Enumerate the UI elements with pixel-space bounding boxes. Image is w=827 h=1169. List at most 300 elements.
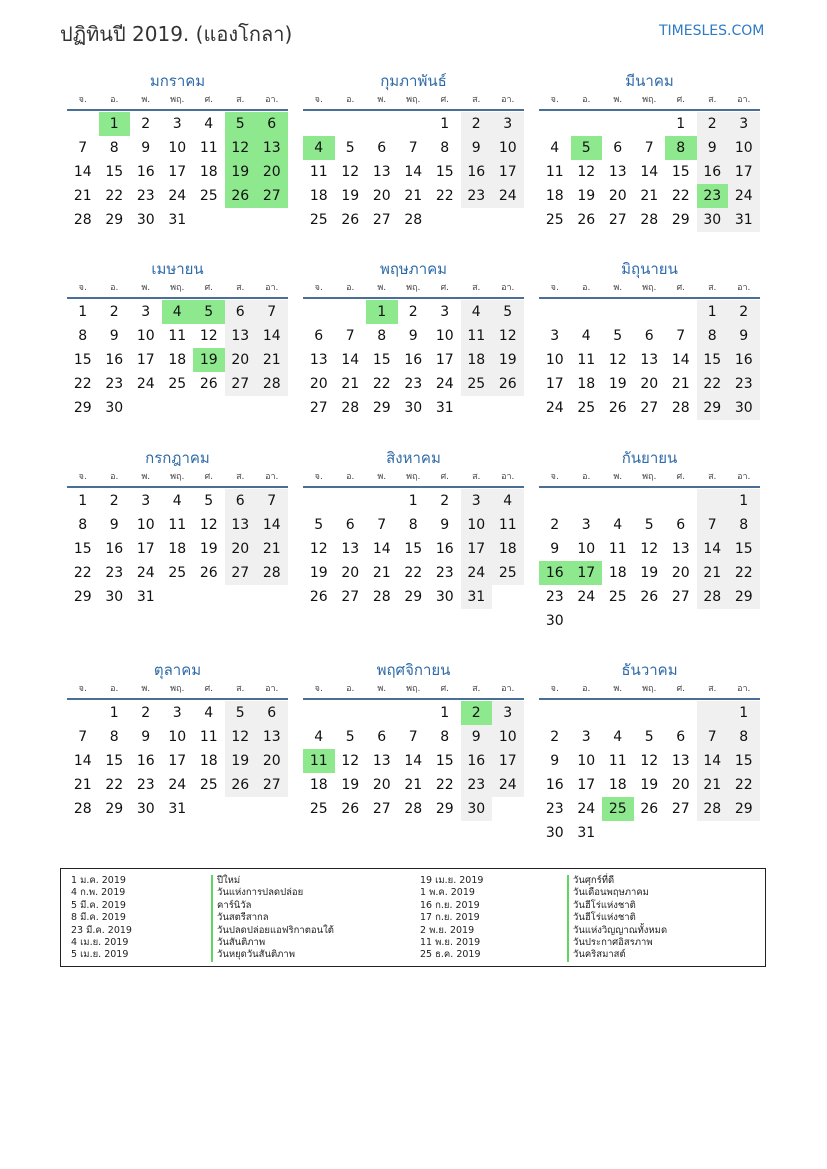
day-cell[interactable]: 8	[408, 517, 418, 533]
day-cell[interactable]: 23	[435, 565, 454, 581]
day-cell[interactable]: 29	[435, 801, 454, 817]
day-cell[interactable]: 12	[309, 541, 328, 557]
day-cell[interactable]: 25	[168, 376, 187, 392]
day-cell[interactable]: 28	[671, 400, 690, 416]
day-cell[interactable]: 29	[697, 396, 729, 420]
day-cell[interactable]: 19	[309, 565, 328, 581]
day-cell[interactable]: 25	[309, 801, 328, 817]
day-cell[interactable]: 11	[577, 352, 596, 368]
day-cell[interactable]: 6	[676, 517, 686, 533]
day-cell[interactable]: 3	[728, 112, 760, 136]
day-cell[interactable]: 1	[728, 489, 760, 513]
day-cell[interactable]: 18	[199, 753, 218, 769]
day-cell[interactable]: 4	[162, 300, 194, 324]
day-cell[interactable]: 1	[440, 705, 450, 721]
day-cell[interactable]: 25	[602, 797, 634, 821]
day-cell[interactable]: 10	[728, 136, 760, 160]
day-cell[interactable]: 29	[372, 400, 391, 416]
day-cell[interactable]: 18	[168, 352, 187, 368]
day-cell[interactable]: 21	[640, 188, 659, 204]
day-cell[interactable]: 7	[408, 140, 418, 156]
day-cell[interactable]: 1	[440, 116, 450, 132]
day-cell[interactable]: 21	[404, 188, 423, 204]
day-cell[interactable]: 12	[225, 136, 257, 160]
day-cell[interactable]: 8	[109, 140, 119, 156]
day-cell[interactable]: 3	[492, 701, 524, 725]
day-cell[interactable]: 6	[377, 729, 387, 745]
day-cell[interactable]: 14	[73, 753, 92, 769]
day-cell[interactable]: 23	[461, 773, 493, 797]
day-cell[interactable]: 19	[640, 565, 659, 581]
day-cell[interactable]: 26	[225, 773, 257, 797]
day-cell[interactable]: 21	[256, 348, 288, 372]
day-cell[interactable]: 29	[105, 801, 124, 817]
day-cell[interactable]: 5	[492, 300, 524, 324]
day-cell[interactable]: 6	[256, 701, 288, 725]
day-cell[interactable]: 18	[199, 164, 218, 180]
day-cell[interactable]: 23	[545, 801, 564, 817]
day-cell[interactable]: 20	[341, 565, 360, 581]
day-cell[interactable]: 28	[404, 801, 423, 817]
day-cell[interactable]: 28	[256, 372, 288, 396]
day-cell[interactable]: 3	[492, 112, 524, 136]
day-cell[interactable]: 21	[671, 376, 690, 392]
day-cell[interactable]: 11	[492, 513, 524, 537]
day-cell[interactable]: 14	[640, 164, 659, 180]
day-cell[interactable]: 10	[136, 517, 155, 533]
day-cell[interactable]: 30	[435, 589, 454, 605]
day-cell[interactable]: 14	[256, 324, 288, 348]
day-cell[interactable]: 15	[73, 352, 92, 368]
day-cell[interactable]: 23	[105, 376, 124, 392]
day-cell[interactable]: 19	[341, 188, 360, 204]
day-cell[interactable]: 18	[577, 376, 596, 392]
day-cell[interactable]: 28	[640, 212, 659, 228]
day-cell[interactable]: 13	[309, 352, 328, 368]
day-cell[interactable]: 10	[435, 328, 454, 344]
day-cell[interactable]: 15	[671, 164, 690, 180]
day-cell[interactable]: 31	[168, 212, 187, 228]
day-cell[interactable]: 31	[168, 801, 187, 817]
day-cell[interactable]: 11	[309, 164, 328, 180]
day-cell[interactable]: 16	[545, 777, 564, 793]
day-cell[interactable]: 7	[697, 725, 729, 749]
day-cell[interactable]: 20	[225, 537, 257, 561]
day-cell[interactable]: 15	[728, 749, 760, 773]
day-cell[interactable]: 5	[613, 328, 623, 344]
day-cell[interactable]: 11	[545, 164, 564, 180]
day-cell[interactable]: 27	[341, 589, 360, 605]
day-cell[interactable]: 7	[78, 140, 88, 156]
day-cell[interactable]: 26	[341, 801, 360, 817]
day-cell[interactable]: 11	[199, 729, 218, 745]
day-cell[interactable]: 10	[492, 136, 524, 160]
day-cell[interactable]: 12	[492, 324, 524, 348]
day-cell[interactable]: 17	[168, 164, 187, 180]
day-cell[interactable]: 30	[545, 825, 564, 841]
day-cell[interactable]: 20	[372, 188, 391, 204]
day-cell[interactable]: 17	[435, 352, 454, 368]
day-cell[interactable]: 29	[671, 212, 690, 228]
day-cell[interactable]: 8	[665, 136, 697, 160]
day-cell[interactable]: 9	[141, 140, 151, 156]
day-cell[interactable]: 28	[697, 797, 729, 821]
day-cell[interactable]: 24	[577, 589, 596, 605]
day-cell[interactable]: 27	[640, 400, 659, 416]
day-cell[interactable]: 12	[640, 541, 659, 557]
day-cell[interactable]: 6	[613, 140, 623, 156]
day-cell[interactable]: 4	[172, 493, 182, 509]
day-cell[interactable]: 13	[372, 164, 391, 180]
day-cell[interactable]: 7	[256, 489, 288, 513]
day-cell[interactable]: 20	[256, 749, 288, 773]
day-cell[interactable]: 2	[408, 304, 418, 320]
day-cell[interactable]: 29	[728, 585, 760, 609]
day-cell[interactable]: 13	[608, 164, 627, 180]
day-cell[interactable]: 6	[314, 328, 324, 344]
day-cell[interactable]: 23	[105, 565, 124, 581]
day-cell[interactable]: 14	[404, 753, 423, 769]
day-cell[interactable]: 7	[256, 300, 288, 324]
day-cell[interactable]: 7	[644, 140, 654, 156]
day-cell[interactable]: 16	[728, 348, 760, 372]
day-cell[interactable]: 16	[539, 561, 571, 585]
day-cell[interactable]: 17	[728, 160, 760, 184]
day-cell[interactable]: 15	[435, 753, 454, 769]
day-cell[interactable]: 1	[366, 300, 398, 324]
day-cell[interactable]: 31	[577, 825, 596, 841]
day-cell[interactable]: 9	[109, 517, 119, 533]
day-cell[interactable]: 20	[608, 188, 627, 204]
day-cell[interactable]: 6	[676, 729, 686, 745]
day-cell[interactable]: 18	[545, 188, 564, 204]
day-cell[interactable]: 26	[309, 589, 328, 605]
day-cell[interactable]: 1	[78, 304, 88, 320]
day-cell[interactable]: 2	[141, 116, 151, 132]
day-cell[interactable]: 10	[168, 729, 187, 745]
day-cell[interactable]: 28	[697, 585, 729, 609]
day-cell[interactable]: 4	[550, 140, 560, 156]
day-cell[interactable]: 7	[408, 729, 418, 745]
day-cell[interactable]: 13	[671, 753, 690, 769]
day-cell[interactable]: 4	[204, 705, 214, 721]
day-cell[interactable]: 12	[199, 517, 218, 533]
day-cell[interactable]: 25	[199, 777, 218, 793]
day-cell[interactable]: 16	[461, 749, 493, 773]
day-cell[interactable]: 17	[492, 749, 524, 773]
day-cell[interactable]: 27	[671, 801, 690, 817]
day-cell[interactable]: 30	[697, 208, 729, 232]
day-cell[interactable]: 9	[550, 541, 560, 557]
day-cell[interactable]: 29	[105, 212, 124, 228]
day-cell[interactable]: 5	[571, 136, 603, 160]
day-cell[interactable]: 4	[613, 517, 623, 533]
day-cell[interactable]: 29	[404, 589, 423, 605]
day-cell[interactable]: 7	[676, 328, 686, 344]
day-cell[interactable]: 11	[168, 517, 187, 533]
day-cell[interactable]: 16	[461, 160, 493, 184]
day-cell[interactable]: 24	[461, 561, 493, 585]
day-cell[interactable]: 26	[640, 801, 659, 817]
day-cell[interactable]: 22	[73, 565, 92, 581]
day-cell[interactable]: 15	[105, 753, 124, 769]
day-cell[interactable]: 28	[73, 801, 92, 817]
day-cell[interactable]: 5	[644, 517, 654, 533]
day-cell[interactable]: 10	[545, 352, 564, 368]
day-cell[interactable]: 6	[345, 517, 355, 533]
day-cell[interactable]: 23	[136, 188, 155, 204]
day-cell[interactable]: 27	[608, 212, 627, 228]
day-cell[interactable]: 27	[225, 372, 257, 396]
day-cell[interactable]: 1	[408, 493, 418, 509]
day-cell[interactable]: 18	[461, 348, 493, 372]
day-cell[interactable]: 22	[105, 777, 124, 793]
day-cell[interactable]: 14	[697, 537, 729, 561]
day-cell[interactable]: 17	[168, 753, 187, 769]
day-cell[interactable]: 2	[461, 112, 493, 136]
day-cell[interactable]: 21	[404, 777, 423, 793]
day-cell[interactable]: 10	[577, 753, 596, 769]
day-cell[interactable]: 9	[408, 328, 418, 344]
day-cell[interactable]: 11	[199, 140, 218, 156]
day-cell[interactable]: 19	[199, 541, 218, 557]
day-cell[interactable]: 16	[136, 164, 155, 180]
day-cell[interactable]: 28	[341, 400, 360, 416]
day-cell[interactable]: 1	[99, 112, 131, 136]
day-cell[interactable]: 22	[728, 561, 760, 585]
day-cell[interactable]: 15	[697, 348, 729, 372]
day-cell[interactable]: 3	[581, 729, 591, 745]
day-cell[interactable]: 8	[728, 513, 760, 537]
day-cell[interactable]: 16	[136, 753, 155, 769]
day-cell[interactable]: 29	[73, 589, 92, 605]
day-cell[interactable]: 19	[225, 749, 257, 773]
day-cell[interactable]: 12	[640, 753, 659, 769]
day-cell[interactable]: 11	[608, 541, 627, 557]
day-cell[interactable]: 4	[613, 729, 623, 745]
day-cell[interactable]: 12	[577, 164, 596, 180]
day-cell[interactable]: 24	[435, 376, 454, 392]
day-cell[interactable]: 2	[550, 729, 560, 745]
day-cell[interactable]: 25	[492, 561, 524, 585]
day-cell[interactable]: 19	[640, 777, 659, 793]
day-cell[interactable]: 19	[577, 188, 596, 204]
day-cell[interactable]: 27	[256, 773, 288, 797]
day-cell[interactable]: 28	[73, 212, 92, 228]
day-cell[interactable]: 26	[199, 565, 218, 581]
day-cell[interactable]: 29	[73, 400, 92, 416]
day-cell[interactable]: 18	[309, 188, 328, 204]
day-cell[interactable]: 24	[728, 184, 760, 208]
day-cell[interactable]: 6	[644, 328, 654, 344]
day-cell[interactable]: 22	[73, 376, 92, 392]
day-cell[interactable]: 14	[372, 541, 391, 557]
day-cell[interactable]: 20	[671, 777, 690, 793]
day-cell[interactable]: 28	[404, 212, 423, 228]
day-cell[interactable]: 8	[697, 324, 729, 348]
day-cell[interactable]: 24	[492, 184, 524, 208]
day-cell[interactable]: 25	[199, 188, 218, 204]
day-cell[interactable]: 3	[172, 116, 182, 132]
day-cell[interactable]: 8	[377, 328, 387, 344]
day-cell[interactable]: 7	[697, 513, 729, 537]
day-cell[interactable]: 31	[136, 589, 155, 605]
day-cell[interactable]: 26	[341, 212, 360, 228]
day-cell[interactable]: 16	[105, 541, 124, 557]
day-cell[interactable]: 3	[461, 489, 493, 513]
day-cell[interactable]: 23	[136, 777, 155, 793]
day-cell[interactable]: 4	[461, 300, 493, 324]
day-cell[interactable]: 15	[435, 164, 454, 180]
day-cell[interactable]: 9	[728, 324, 760, 348]
day-cell[interactable]: 14	[404, 164, 423, 180]
day-cell[interactable]: 7	[377, 517, 387, 533]
day-cell[interactable]: 17	[136, 352, 155, 368]
day-cell[interactable]: 2	[550, 517, 560, 533]
day-cell[interactable]: 13	[640, 352, 659, 368]
day-cell[interactable]: 30	[404, 400, 423, 416]
day-cell[interactable]: 26	[577, 212, 596, 228]
day-cell[interactable]: 20	[256, 160, 288, 184]
day-cell[interactable]: 15	[73, 541, 92, 557]
day-cell[interactable]: 17	[577, 777, 596, 793]
day-cell[interactable]: 24	[168, 777, 187, 793]
day-cell[interactable]: 28	[256, 561, 288, 585]
day-cell[interactable]: 9	[109, 328, 119, 344]
day-cell[interactable]: 22	[671, 188, 690, 204]
day-cell[interactable]: 10	[492, 725, 524, 749]
day-cell[interactable]: 30	[545, 613, 564, 629]
day-cell[interactable]: 27	[309, 400, 328, 416]
day-cell[interactable]: 17	[545, 376, 564, 392]
day-cell[interactable]: 5	[314, 517, 324, 533]
day-cell[interactable]: 8	[440, 729, 450, 745]
day-cell[interactable]: 30	[728, 396, 760, 420]
day-cell[interactable]: 27	[372, 212, 391, 228]
day-cell[interactable]: 5	[345, 729, 355, 745]
day-cell[interactable]: 9	[461, 725, 493, 749]
day-cell[interactable]: 11	[461, 324, 493, 348]
day-cell[interactable]: 3	[440, 304, 450, 320]
day-cell[interactable]: 21	[73, 188, 92, 204]
day-cell[interactable]: 1	[676, 116, 686, 132]
day-cell[interactable]: 24	[136, 565, 155, 581]
day-cell[interactable]: 3	[581, 517, 591, 533]
day-cell[interactable]: 16	[105, 352, 124, 368]
day-cell[interactable]: 15	[105, 164, 124, 180]
day-cell[interactable]: 9	[550, 753, 560, 769]
day-cell[interactable]: 22	[105, 188, 124, 204]
day-cell[interactable]: 7	[78, 729, 88, 745]
day-cell[interactable]: 11	[608, 753, 627, 769]
day-cell[interactable]: 18	[492, 537, 524, 561]
day-cell[interactable]: 13	[225, 513, 257, 537]
day-cell[interactable]: 14	[671, 352, 690, 368]
day-cell[interactable]: 22	[728, 773, 760, 797]
day-cell[interactable]: 10	[577, 541, 596, 557]
day-cell[interactable]: 4	[581, 328, 591, 344]
day-cell[interactable]: 5	[204, 493, 214, 509]
day-cell[interactable]: 22	[372, 376, 391, 392]
day-cell[interactable]: 2	[141, 705, 151, 721]
day-cell[interactable]: 18	[309, 777, 328, 793]
day-cell[interactable]: 19	[608, 376, 627, 392]
day-cell[interactable]: 7	[345, 328, 355, 344]
day-cell[interactable]: 21	[697, 773, 729, 797]
day-cell[interactable]: 1	[697, 300, 729, 324]
day-cell[interactable]: 2	[697, 112, 729, 136]
day-cell[interactable]: 8	[78, 517, 88, 533]
day-cell[interactable]: 2	[109, 304, 119, 320]
day-cell[interactable]: 25	[608, 589, 627, 605]
day-cell[interactable]: 11	[168, 328, 187, 344]
day-cell[interactable]: 26	[608, 400, 627, 416]
day-cell[interactable]: 24	[545, 400, 564, 416]
day-cell[interactable]: 16	[404, 352, 423, 368]
day-cell[interactable]: 19	[341, 777, 360, 793]
day-cell[interactable]: 18	[608, 777, 627, 793]
day-cell[interactable]: 25	[309, 212, 328, 228]
day-cell[interactable]: 15	[728, 537, 760, 561]
day-cell[interactable]: 24	[577, 801, 596, 817]
day-cell[interactable]: 23	[728, 372, 760, 396]
day-cell[interactable]: 20	[671, 565, 690, 581]
day-cell[interactable]: 13	[256, 136, 288, 160]
day-cell[interactable]: 26	[640, 589, 659, 605]
day-cell[interactable]: 6	[225, 300, 257, 324]
day-cell[interactable]: 22	[404, 565, 423, 581]
day-cell[interactable]: 25	[461, 372, 493, 396]
day-cell[interactable]: 19	[193, 348, 225, 372]
day-cell[interactable]: 23	[545, 589, 564, 605]
day-cell[interactable]: 1	[109, 705, 119, 721]
day-cell[interactable]: 12	[341, 753, 360, 769]
day-cell[interactable]: 23	[404, 376, 423, 392]
day-cell[interactable]: 5	[644, 729, 654, 745]
day-cell[interactable]: 18	[168, 541, 187, 557]
day-cell[interactable]: 6	[377, 140, 387, 156]
day-cell[interactable]: 5	[193, 300, 225, 324]
day-cell[interactable]: 19	[492, 348, 524, 372]
day-cell[interactable]: 29	[728, 797, 760, 821]
day-cell[interactable]: 5	[345, 140, 355, 156]
day-cell[interactable]: 2	[109, 493, 119, 509]
day-cell[interactable]: 4	[204, 116, 214, 132]
day-cell[interactable]: 10	[461, 513, 493, 537]
day-cell[interactable]: 22	[697, 372, 729, 396]
day-cell[interactable]: 21	[341, 376, 360, 392]
day-cell[interactable]: 16	[435, 541, 454, 557]
day-cell[interactable]: 31	[435, 400, 454, 416]
day-cell[interactable]: 25	[168, 565, 187, 581]
day-cell[interactable]: 21	[73, 777, 92, 793]
day-cell[interactable]: 21	[256, 537, 288, 561]
day-cell[interactable]: 31	[728, 208, 760, 232]
day-cell[interactable]: 20	[372, 777, 391, 793]
day-cell[interactable]: 1	[728, 701, 760, 725]
day-cell[interactable]: 20	[640, 376, 659, 392]
day-cell[interactable]: 30	[136, 212, 155, 228]
day-cell[interactable]: 8	[728, 725, 760, 749]
day-cell[interactable]: 13	[225, 324, 257, 348]
day-cell[interactable]: 14	[256, 513, 288, 537]
day-cell[interactable]: 20	[309, 376, 328, 392]
day-cell[interactable]: 6	[225, 489, 257, 513]
day-cell[interactable]: 8	[109, 729, 119, 745]
day-cell[interactable]: 3	[141, 493, 151, 509]
day-cell[interactable]: 17	[136, 541, 155, 557]
day-cell[interactable]: 21	[372, 565, 391, 581]
